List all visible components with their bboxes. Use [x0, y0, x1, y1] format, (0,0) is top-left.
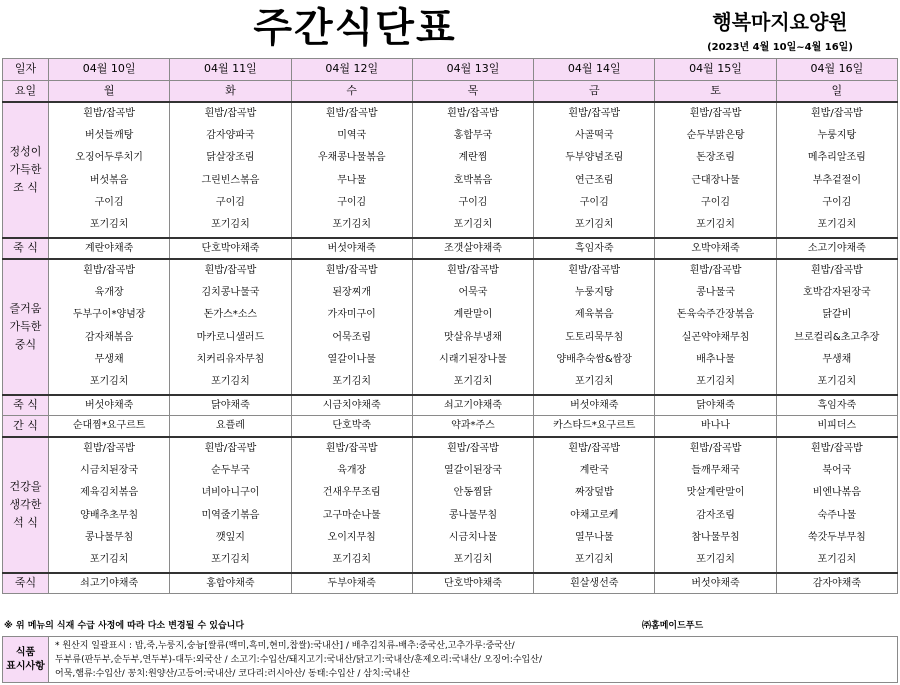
menu-item: 포기김치: [574, 219, 614, 231]
menu-item: 구이김: [701, 196, 731, 208]
porridge-label: 죽 식: [3, 238, 49, 259]
menu-item: 된장찌개: [332, 286, 372, 298]
menu-item: 흰밥/잡곡밥: [83, 264, 135, 276]
origin-line: 어묵,햄류:수입산/ 꽁치:원양산/고등어:국내산/ 코다리:러시아산/ 동태:수입산 / 삼치:국내산: [55, 669, 410, 679]
menu-item: 가자미구이: [327, 309, 376, 321]
menu-item: 사골떡국: [574, 129, 614, 141]
menu-item: 계란찜: [458, 152, 488, 164]
dinner-cell: [291, 437, 412, 573]
menu-item: 돈육숙주간장볶음: [676, 309, 755, 321]
porridge1-cell: 버섯야채죽: [291, 238, 412, 259]
label-line: 석 식: [13, 515, 38, 529]
breakfast-row: [3, 102, 898, 238]
lunch-cell: [534, 259, 655, 395]
menu-item: 두부양념조림: [565, 152, 624, 164]
menu-item: 버섯들깨탕: [84, 129, 134, 141]
menu-item: 숙주나물: [817, 509, 857, 521]
menu-item: 버섯볶음: [89, 174, 129, 186]
menu-item: 북어국: [822, 464, 852, 476]
day-row: [3, 81, 898, 102]
menu-item: 양배추초무침: [80, 509, 139, 521]
porridge3-cell: 쇠고기야채죽: [49, 573, 170, 594]
menu-item: 포기김치: [89, 554, 129, 566]
menu-item: 제육볶음: [574, 309, 614, 321]
origin-label: [3, 637, 49, 682]
lunch-cell: [49, 259, 170, 395]
menu-item: 흰밥/잡곡밥: [325, 442, 378, 454]
porridge1-cell: 조갯살야채죽: [412, 238, 533, 259]
menu-item: 콩나물무침: [84, 531, 134, 543]
menu-item: 콩나물무침: [448, 509, 498, 521]
menu-item: 호박감자된장국: [803, 286, 871, 298]
menu-item: 깻잎지: [215, 531, 245, 543]
menu-item: 부추겉절이: [812, 174, 861, 186]
porridge3-cell: 버섯야채죽: [655, 573, 776, 594]
menu-item: 양배추숙쌈&쌈장: [556, 353, 632, 365]
menu-item: 구이김: [458, 196, 488, 208]
menu-item: 김치콩나물국: [201, 286, 260, 298]
menu-item: 구이김: [822, 196, 852, 208]
menu-item: 닭살장조림: [206, 152, 255, 164]
porridge2-cell: 버섯야채죽: [49, 395, 170, 416]
menu-item: 참나물무침: [691, 531, 740, 543]
porridge1-cell: 흑임자죽: [534, 238, 655, 259]
menu-item: 계란국: [579, 464, 609, 476]
menu-item: 마카로니샐러드: [196, 331, 265, 343]
breakfast-cell: [49, 102, 170, 238]
menu-item: 흰밥/잡곡밥: [204, 442, 257, 454]
change-notice: ※ 위 메뉴의 식재 수급 사정에 따라 다소 변경될 수 있습니다: [4, 621, 245, 631]
day-cell: 금: [534, 81, 655, 102]
day-cell: 화: [170, 81, 291, 102]
porridge2-cell: 닭야채죽: [655, 395, 776, 416]
day-cell: 일: [776, 81, 897, 102]
menu-item: 구이김: [215, 196, 245, 208]
date-cell: 04월 14일: [534, 59, 655, 81]
menu-item: 브로컬리&초고추장: [794, 331, 880, 343]
menu-item: 배추나물: [696, 353, 735, 365]
menu-period: (2023년 4월 10일~4월 16일): [707, 42, 853, 53]
lunch-label: [3, 259, 49, 395]
menu-item: 맛살유부냉채: [444, 331, 502, 343]
dinner-cell: [776, 437, 897, 573]
menu-item: 흰밥/잡곡밥: [83, 107, 135, 119]
porridge3-cell: 단호박야채죽: [412, 573, 533, 594]
menu-item: 시래기된장나물: [439, 353, 507, 365]
menu-item: 포기김치: [453, 219, 493, 231]
menu-item: 육개장: [337, 464, 367, 476]
menu-item: 흰밥/잡곡밥: [568, 442, 621, 454]
menu-item: 근대장나물: [691, 174, 740, 186]
menu-item: 시금치된장국: [80, 464, 139, 476]
snack-row: [3, 416, 898, 437]
menu-item: 비엔나볶음: [812, 487, 861, 499]
breakfast-label: [3, 102, 49, 238]
day-label: 요일: [3, 81, 49, 102]
lunch-cell: [776, 259, 897, 395]
snack-cell: 바나나: [655, 416, 776, 437]
facility-name: 행복마지요양원: [712, 10, 848, 34]
menu-item: 어묵조림: [332, 331, 372, 343]
menu-item: 제육김치볶음: [80, 487, 139, 499]
lunch-cell: [291, 259, 412, 395]
menu-item: 무생채: [822, 353, 852, 365]
label-line: 즐거움: [9, 301, 42, 315]
supplier-name: ㈜홈메이드푸드: [642, 621, 704, 631]
dinner-cell: [534, 437, 655, 573]
snack-cell: 요플레: [170, 416, 291, 437]
menu-item: 호박볶음: [453, 174, 493, 186]
snack-cell: 비피더스: [776, 416, 897, 437]
label-line: 중식: [14, 337, 37, 351]
porridge-label: 죽 식: [3, 395, 49, 416]
menu-item: 무생채: [94, 353, 124, 365]
day-cell: 월: [49, 81, 170, 102]
menu-item: 흰밥/잡곡밥: [447, 107, 499, 119]
menu-item: 흰밥/잡곡밥: [568, 107, 621, 119]
menu-item: 흰밥/잡곡밥: [447, 264, 499, 276]
date-cell: 04월 15일: [655, 59, 776, 81]
menu-item: 흰밥/잡곡밥: [689, 264, 742, 276]
menu-item: 두부구이*양념장: [72, 309, 146, 321]
menu-item: 포기김치: [574, 554, 614, 566]
porridge2-cell: 시금치야채죽: [291, 395, 412, 416]
menu-item: 오징어두루치기: [75, 152, 143, 164]
day-cell: 토: [655, 81, 776, 102]
menu-item: 흰밥/잡곡밥: [204, 264, 257, 276]
menu-item: 흰밥/잡곡밥: [811, 264, 863, 276]
origin-line: * 원산지 일괄표시 : 밥,죽,누룽지,숭늉[쌀류(백미,흑미,현미,찹쌀):국내산] / 배추김치류-배추:중국산,고추가루:중국산/: [55, 641, 515, 651]
menu-item: 포기김치: [89, 376, 129, 388]
porridge1-cell: 단호박야채죽: [170, 238, 291, 259]
porridge3-cell: 흰살생선죽: [534, 573, 655, 594]
menu-item: 감자채볶음: [84, 331, 134, 343]
porridge-row-2: [3, 395, 898, 416]
menu-item: 흰밥/잡곡밥: [447, 442, 499, 454]
snack-cell: 단호박죽: [291, 416, 412, 437]
menu-item: 포기김치: [696, 219, 735, 231]
dinner-row: [3, 437, 898, 573]
date-cell: 04월 13일: [412, 59, 533, 81]
label-line: 가득한: [9, 319, 42, 333]
menu-item: 흰밥/잡곡밥: [689, 442, 742, 454]
menu-item: 구이김: [337, 196, 367, 208]
snack-cell: 약과*주스: [412, 416, 533, 437]
menu-item: 포기김치: [696, 376, 735, 388]
porridge-label: 죽식: [3, 573, 49, 594]
breakfast-cell: [655, 102, 776, 238]
day-cell: 목: [412, 81, 533, 102]
menu-item: 흰밥/잡곡밥: [204, 107, 257, 119]
label-line: 가득한: [9, 162, 42, 176]
menu-item: 육개장: [94, 286, 124, 298]
menu-item: 순두부맑은탕: [686, 129, 745, 141]
menu-item: 흰밥/잡곡밥: [83, 442, 135, 454]
porridge2-cell: 버섯야채죽: [534, 395, 655, 416]
menu-item: 포기김치: [332, 376, 372, 388]
lunch-row: [3, 259, 898, 395]
menu-item: 구이김: [579, 196, 609, 208]
menu-item: 포기김치: [211, 554, 250, 566]
porridge2-cell: 닭야채죽: [170, 395, 291, 416]
menu-item: 감자양파국: [206, 129, 255, 141]
snack-label: 간 식: [3, 416, 49, 437]
menu-item: 건새우무조림: [322, 487, 381, 499]
menu-item: 안동찜닭: [453, 487, 493, 499]
breakfast-cell: [412, 102, 533, 238]
menu-item: 흰밥/잡곡밥: [568, 264, 621, 276]
date-cell: 04월 11일: [170, 59, 291, 81]
menu-item: 흰밥/잡곡밥: [689, 107, 742, 119]
menu-item: 감자조림: [696, 509, 735, 521]
menu-item: 누룽지탕: [574, 286, 614, 298]
dinner-cell: [49, 437, 170, 573]
menu-item: 고구마순나물: [322, 509, 381, 521]
lunch-cell: [655, 259, 776, 395]
menu-item: 계란말이: [453, 309, 493, 321]
porridge1-cell: 오박야채죽: [655, 238, 776, 259]
lunch-cell: [170, 259, 291, 395]
menu-item: 어묵국: [458, 286, 488, 298]
menu-item: 오이지무침: [327, 531, 376, 543]
menu-table: [2, 58, 898, 594]
date-label: 일자: [3, 59, 49, 81]
header: [0, 0, 900, 58]
snack-cell: 카스타드*요구르트: [534, 416, 655, 437]
menu-item: 실곤약야채무침: [681, 331, 750, 343]
label-line: 정성이: [9, 144, 42, 158]
day-cell: 수: [291, 81, 412, 102]
menu-item: 닭갈비: [822, 309, 852, 321]
menu-item: 들깨무채국: [691, 464, 740, 476]
menu-item: 무나물: [337, 174, 367, 186]
menu-item: 우채콩나물볶음: [317, 152, 386, 164]
menu-item: 포기김치: [453, 376, 493, 388]
page-title: 주간식단표: [253, 5, 457, 51]
menu-item: 포기김치: [332, 219, 372, 231]
menu-item: 포기김치: [332, 554, 372, 566]
menu-item: 포기김치: [817, 376, 857, 388]
porridge3-cell: 감자야채죽: [776, 573, 897, 594]
dinner-label: [3, 437, 49, 573]
porridge1-cell: 소고기야채죽: [776, 238, 897, 259]
menu-item: 열무나물: [574, 531, 614, 543]
menu-item: 열갈이나물: [327, 353, 376, 365]
notice-bar: [2, 617, 898, 635]
menu-item: 포기김치: [211, 376, 250, 388]
dinner-cell: [655, 437, 776, 573]
dinner-cell: [412, 437, 533, 573]
date-cell: 04월 12일: [291, 59, 412, 81]
porridge1-cell: 계란야채죽: [49, 238, 170, 259]
menu-item: 포기김치: [89, 219, 129, 231]
menu-item: 열갈이된장국: [444, 464, 502, 476]
menu-item: 도토리묵무침: [565, 331, 624, 343]
menu-item: 시금치나물: [448, 531, 498, 543]
menu-item: 치커리유자무침: [196, 353, 265, 365]
menu-item: 흰밥/잡곡밥: [811, 107, 863, 119]
menu-item: 순두부국: [211, 464, 250, 476]
menu-item: 콩나물국: [696, 286, 735, 298]
menu-item: 돈장조림: [696, 152, 735, 164]
menu-item: 흰밥/잡곡밥: [325, 107, 378, 119]
origin-box: [2, 636, 898, 683]
breakfast-cell: [776, 102, 897, 238]
breakfast-cell: [170, 102, 291, 238]
menu-item: 짜장덮밥: [574, 487, 614, 499]
menu-item: 연근조림: [574, 174, 614, 186]
label-line: 생각한: [9, 497, 42, 511]
porridge-row-1: [3, 238, 898, 259]
menu-item: 포기김치: [211, 219, 250, 231]
date-cell: 04월 16일: [776, 59, 897, 81]
menu-item: 포기김치: [817, 219, 857, 231]
label-line: 건강을: [9, 479, 42, 493]
menu-item: 맛살계란말이: [686, 487, 745, 499]
porridge-row-3: [3, 573, 898, 594]
dinner-cell: [170, 437, 291, 573]
porridge3-cell: 두부야채죽: [291, 573, 412, 594]
origin-line: 두부류(판두부,순두부,연두부)-대두:외국산 / 소고기:수입산/돼지고기:국내산/닭고기:국내산/훈제오리:국내산/ 오징어:수입산/: [55, 655, 542, 665]
menu-item: 홍합무국: [453, 129, 493, 141]
porridge3-cell: 홍합야채죽: [170, 573, 291, 594]
menu-item: 흰밥/잡곡밥: [325, 264, 378, 276]
porridge2-cell: 쇠고기야채죽: [412, 395, 533, 416]
date-row: [3, 59, 898, 81]
breakfast-cell: [291, 102, 412, 238]
menu-item: 포기김치: [574, 376, 614, 388]
snack-cell: 순대찜*요구르트: [49, 416, 170, 437]
porridge2-cell: 흑임자죽: [776, 395, 897, 416]
label-line: 조 식: [13, 180, 38, 194]
menu-item: 누룽지탕: [817, 129, 857, 141]
menu-item: 포기김치: [453, 554, 493, 566]
breakfast-cell: [534, 102, 655, 238]
menu-item: 녀비아니구이: [201, 487, 260, 499]
menu-item: 야채고로케: [570, 509, 619, 521]
menu-item: 포기김치: [696, 554, 735, 566]
menu-item: 쑥갓두부무침: [807, 531, 866, 543]
origin-label-line: 식품: [15, 646, 36, 658]
menu-item: 포기김치: [817, 554, 857, 566]
menu-item: 그린빈스볶음: [201, 174, 260, 186]
menu-item: 돈가스*소스: [203, 309, 258, 321]
menu-item: 메추리알조림: [807, 152, 866, 164]
menu-item: 미역줄기볶음: [201, 509, 260, 521]
origin-text: [55, 639, 891, 681]
date-cell: 04월 10일: [49, 59, 170, 81]
lunch-cell: [412, 259, 533, 395]
menu-item: 미역국: [337, 129, 367, 141]
menu-item: 흰밥/잡곡밥: [811, 442, 863, 454]
menu-item: 구이김: [94, 196, 124, 208]
origin-label-line: 표시사항: [6, 660, 45, 672]
